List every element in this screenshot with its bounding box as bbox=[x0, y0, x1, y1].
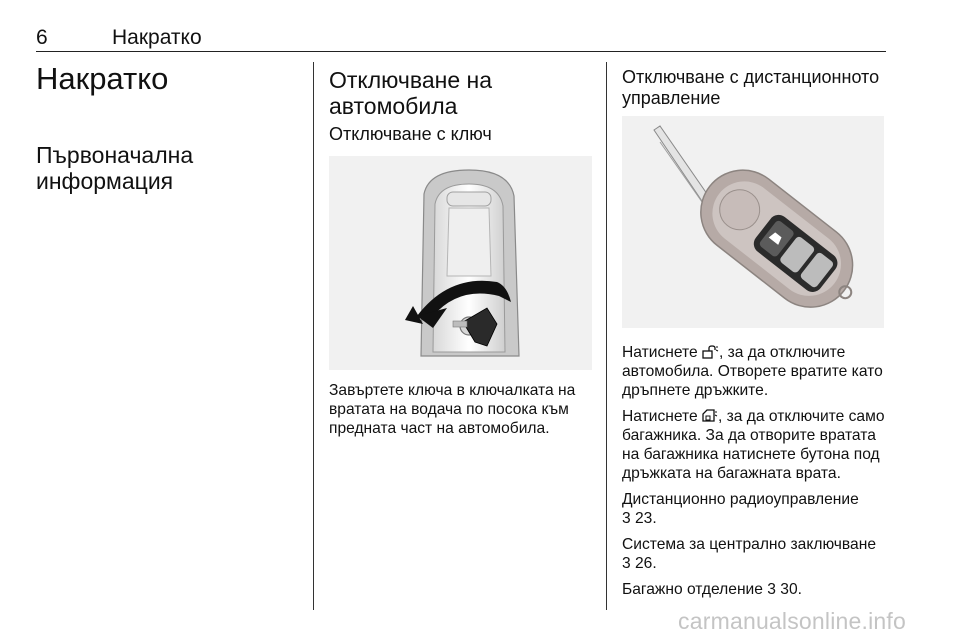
section-heading-remote-unlock: Отключване с дистанционното управление bbox=[622, 67, 880, 108]
page-reference-link[interactable]: 3 23. bbox=[622, 510, 657, 527]
key-in-lock-illustration bbox=[329, 156, 592, 370]
door-handle-drawing bbox=[329, 156, 592, 370]
text-fragment: , за да отключите само багажника. За да отворите вратата на багажника натиснете бутона под дръжката на багажната врата. bbox=[622, 408, 885, 482]
remote-instructions bbox=[622, 343, 888, 606]
text-fragment: Багажно отделение bbox=[622, 581, 768, 598]
paragraph-remote-ref bbox=[622, 490, 888, 528]
paragraph-turn-key: Завъртете ключа в ключалката на вратата на водача по посока към предната част на автомобила. bbox=[329, 382, 576, 437]
remote-key-drawing bbox=[622, 116, 884, 328]
paragraph-unlock-all bbox=[622, 343, 888, 400]
page-number: 6 bbox=[36, 26, 48, 49]
chapter-title: Накратко bbox=[36, 61, 169, 96]
text-fragment: Дистанционно радиоуправление bbox=[622, 491, 859, 508]
text-fragment: Натиснете bbox=[622, 344, 702, 361]
page-reference-link[interactable]: 3 26. bbox=[622, 555, 657, 572]
column-divider-left bbox=[313, 62, 314, 610]
section-title: Първоначална информация bbox=[36, 142, 194, 194]
text-fragment: Натиснете bbox=[622, 408, 702, 425]
tailgate-button-icon bbox=[702, 407, 718, 425]
unlock-button-icon bbox=[702, 343, 719, 361]
text-fragment: Система за централно заключване bbox=[622, 536, 876, 553]
header-rule bbox=[36, 51, 886, 52]
section-heading-unlocking: Отключване на автомобила bbox=[329, 67, 493, 119]
column-divider-right bbox=[606, 62, 607, 610]
running-header-title: Накратко bbox=[112, 26, 202, 49]
text-fragment: , за да отключите автомобила. Отворете вратите като дръпнете дръжките. bbox=[622, 344, 883, 399]
paragraph-unlock-tailgate bbox=[622, 407, 888, 483]
remote-key-illustration bbox=[622, 116, 884, 328]
watermark-text: carmanualsonline.info bbox=[678, 608, 906, 634]
subheading-unlock-with-key: Отключване с ключ bbox=[329, 124, 492, 144]
page-reference-link[interactable]: 3 30. bbox=[767, 581, 802, 598]
paragraph-central-locking-ref bbox=[622, 535, 888, 573]
paragraph-luggage-ref bbox=[622, 580, 888, 599]
